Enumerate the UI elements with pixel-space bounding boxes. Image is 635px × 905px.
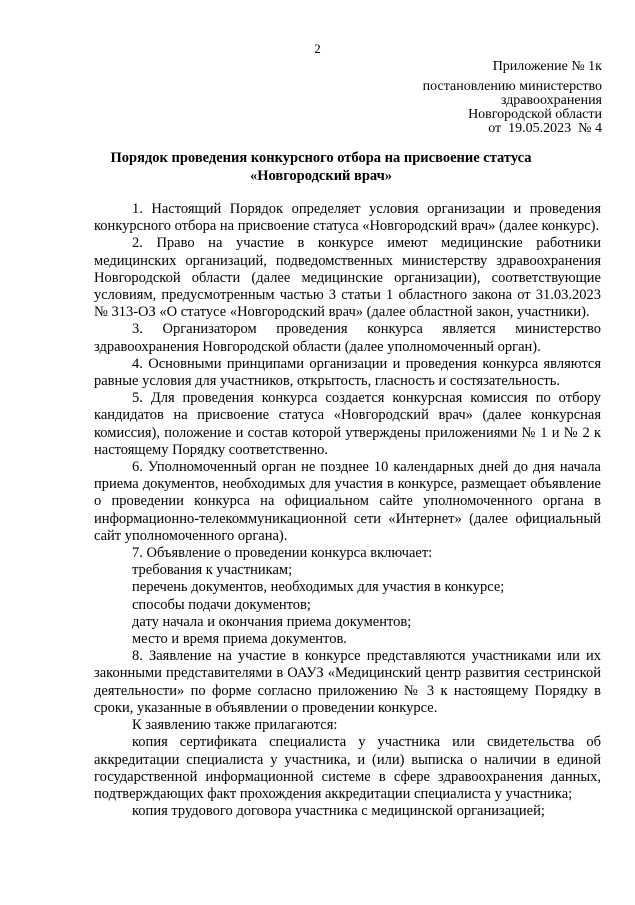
paragraph-7: 7. Объявление о проведении конкурса включает: [132,545,433,562]
list-item-dates: дату начала и окончания приема документов; [132,613,412,630]
paragraph-9: К заявлению также прилагаются: [132,717,338,734]
title-line-2: «Новгородский врач» [249,168,393,184]
paragraph-10: копия сертификата специалиста у участника или свидетельства об аккредитации специалиста у участника, и (или) выписка о наличии в единой государственной информационной системе в сфере здравоохранения данных, подтверждающих факт прохождения аккредитации специалиста у участника; [94,734,601,802]
paragraph-6: 6. Уполномоченный орган не позднее 10 календарных дней до дня начала приема документов, необходимых для участия в конкурсе, размещает объявление о проведении конкурса на официальном сайте уполномоченного органа в информационно-телекоммуникационной сети «Интернет» (далее официальный сайт уполномоченного органа). [94,459,601,544]
list-item-submission-methods: способы подачи документов; [132,596,311,613]
list-item-documents: перечень документов, необходимых для участия в конкурсе; [132,579,505,596]
paragraph-2: 2. Право на участие в конкурсе имеют медицинские работники медицинских организаций, подведомственных министерству здравоохранения Новгородской области (далее медицинские организации), соответствующие условиям, предусмотренным частью 3 статьи 1 областного закона от 31.03.2023 № 313-ОЗ «О статусе «Новгородский врач» (далее областной закон, участники). [94,235,601,321]
appendix-header [342,60,602,136]
list-item-place-time: место и время приема документов. [132,631,347,648]
page-number: 2 [314,41,321,56]
appendix-line-5: от 19.05.2023 № 4 [488,121,602,136]
title-line-1: Порядок проведения конкурсного отбора на присвоение статуса [110,150,532,166]
document-title [40,149,602,185]
appendix-line-2: постановлению министерство [422,79,602,94]
paragraph-4: 4. Основными принципами организации и проведения конкурса являются равные условия для участников, открытость, гласность и состязательность. [94,355,601,390]
appendix-line-1: Приложение № 1к [492,59,602,74]
paragraph-5: 5. Для проведения конкурса создается конкурсная комиссия по отбору кандидатов на присвоение статуса «Новгородский врач» (далее конкурсная комиссия), положение и состав которой утверждены приложениями № 1 и № 2 к настоящему Порядку соответственно. [94,390,601,458]
paragraph-3: 3. Организатором проведения конкурса является министерство здравоохранения Новгородской области (далее уполномоченный орган). [94,321,601,355]
paragraph-8: 8. Заявление на участие в конкурсе представляются участниками или их законными представителями в ОАУЗ «Медицинский центр развития сестринской деятельности» по форме согласно приложению № 3 к настоящему Порядку в сроки, указанные в объявлении о проведении конкурсе. [94,648,601,716]
appendix-line-4: Новгородской области [468,107,602,122]
appendix-line-3: здравоохранения [500,93,602,108]
list-item-requirements: требования к участникам; [132,562,293,579]
paragraph-11: копия трудового договора участника с медицинской организацией; [132,803,545,820]
document-body [94,201,601,820]
paragraph-1: 1. Настоящий Порядок определяет условия организации и проведения конкурсного отбора на присвоение статуса «Новгородский врач» (далее конкурс). [94,201,601,235]
